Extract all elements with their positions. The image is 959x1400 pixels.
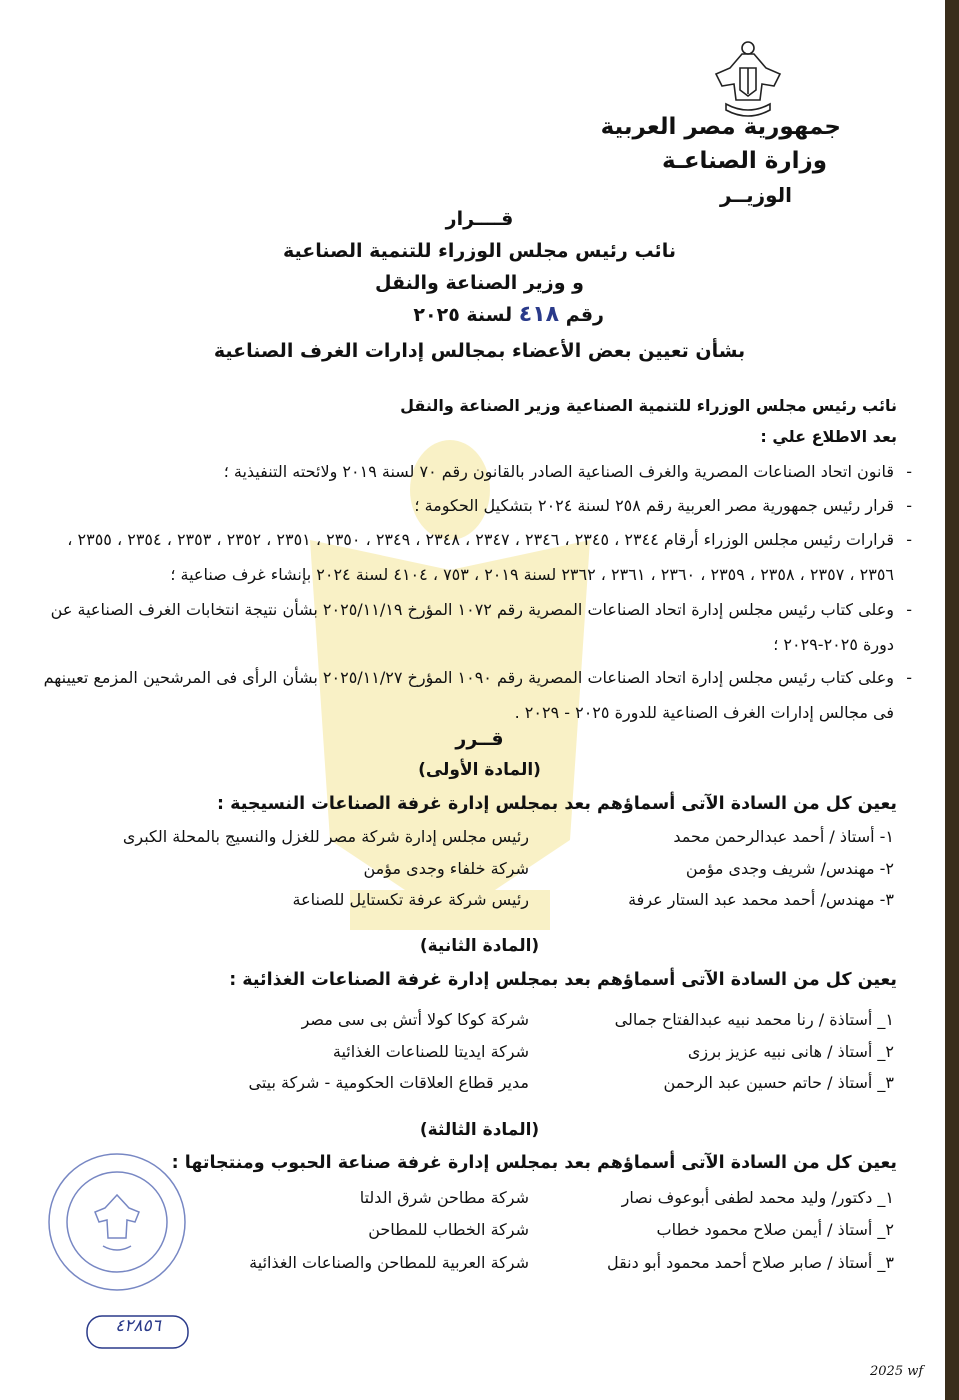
decree-number-label: رقم: [565, 304, 604, 326]
member-name: ٢_ أستاذ / أيمن صلاح محمود خطاب: [656, 1220, 894, 1239]
decided-label: قــرر: [455, 728, 504, 750]
decree-issuer-line1: نائب رئيس مجلس الوزراء للتنمية الصناعية: [283, 240, 676, 262]
member-affiliation: شركة ايديتا للصناعات الغذائية: [332, 1042, 529, 1061]
member-name: ٣- مهندس/ أحمد محمد عبد الستار عرفة: [628, 890, 894, 909]
member-name: ٣_ أستاذ / حاتم حسين عبد الرحمن: [663, 1073, 894, 1092]
article-heading: (المادة الأولى): [418, 760, 541, 780]
minister-label: الوزيــر: [719, 183, 792, 207]
article-heading: (المادة الثالثة): [419, 1120, 540, 1140]
preamble-after-review: بعد الاطلاع علي :: [760, 427, 897, 446]
preamble-item: - قرار رئيس جمهورية مصر العربية رقم ٢٥٨ لسنة ٢٠٢٤ بتشكيل الحكومة ؛: [414, 496, 912, 515]
member-affiliation: شركة الخطاب للمطاحن: [368, 1220, 529, 1239]
preamble-item: - قرارات رئيس مجلس الوزراء أرقام ٢٣٤٤ ، ٢٣٤٥ ، ٢٣٤٦ ، ٢٣٤٧ ، ٢٣٤٨ ، ٢٣٤٩ ، ٢٣٥٠ ، ٢٣٥١ ، ٢٣٥٢ ، ٢٣٥٣ ، ٢٣٥٤ ، ٢٣٥٥ ، ٢٣٥٦ ، ٢٣٥٧ ، ٢٣٥٨ ، ٢٣٥٩ ، ٢٣٦٠ ، ٢٣٦١ ، ٢٣٦٢ لسنة ٢٠١٩ ، ٧٥٣ ، ٤١٠٤ لسنة ٢٠٢٤ بإنشاء غرف صناعية ؛: [67, 530, 912, 584]
preamble-item: - وعلى كتاب رئيس مجلس إدارة اتحاد الصناعات المصرية رقم ١٠٧٢ المؤرخ ٢٠٢٥/١١/١٩ بشأن نتيجة انتخابات الغرف الصناعية عن دورة ٢٠٢٥-٢٠٢٩ ؛: [50, 600, 912, 654]
ministry-name: وزارة الصناعـة: [662, 148, 827, 174]
decree-title: قــــرار: [445, 208, 514, 230]
footer-code: 2025 wf: [870, 1364, 924, 1379]
member-name: ٣_ أستاذ / صابر صلاح أحمد محمود أبو دنقل: [606, 1253, 894, 1272]
country-name: جمهورية مصر العربية: [600, 114, 841, 140]
decree-subject: بشأن تعيين بعض الأعضاء بمجالس إدارات الغرف الصناعية: [213, 340, 746, 362]
member-affiliation: شركة العربية للمطاحن والصناعات الغذائية: [249, 1253, 529, 1272]
member-affiliation: رئيس شركة عرفة تكستايل للصناعة: [292, 890, 529, 909]
member-affiliation: شركة خلفاء وجدى مؤمن: [363, 859, 529, 878]
eagle-emblem-icon: [712, 38, 784, 120]
decree-number: ٤١٨: [518, 302, 560, 327]
member-name: ١_ أستاذة / رنا محمد نبيه عبدالفتاح جمالى: [614, 1010, 894, 1029]
article-intro: يعين كل من السادة الآتى أسماؤهم بعد بمجلس إدارة غرفة الصناعات الغذائية :: [229, 970, 897, 990]
article-intro: يعين كل من السادة الآتى أسماؤهم بعد بمجلس إدارة غرفة صناعة الحبوب ومنتجاتها :: [171, 1153, 897, 1173]
preamble-authority: نائب رئيس مجلس الوزراء للتنمية الصناعية وزير الصناعة والنقل: [400, 396, 897, 415]
serial-number: ٤٢٨٥٦: [115, 1316, 161, 1336]
article-intro: يعين كل من السادة الآتى أسماؤهم بعد بمجلس إدارة غرفة الصناعات النسيجية :: [217, 794, 897, 814]
member-name: ٢_ أستاذ / هانى نبيه عزيز برزى: [687, 1042, 894, 1061]
member-name: ١- أستاذ / أحمد عبدالرحمن محمد: [673, 827, 894, 846]
member-name: ٢- مهندس/ شريف وجدى مؤمن: [685, 859, 894, 878]
decree-issuer-line2: و وزير الصناعة والنقل: [375, 272, 584, 294]
preamble-item: - قانون اتحاد الصناعات المصرية والغرف الصناعية الصادر بالقانون رقم ٧٠ لسنة ٢٠١٩ ولائحته التنفيذية ؛: [223, 462, 912, 481]
decree-number-line: [413, 302, 604, 327]
member-affiliation: مدير قطاع العلاقات الحكومية - شركة بيتى: [248, 1073, 529, 1092]
member-affiliation: رئيس مجلس إدارة شركة مصر للغزل والنسيج بالمحلة الكبرى: [122, 827, 529, 846]
member-affiliation: شركة كوكا كولا أتش بى سى مصر: [301, 1010, 529, 1029]
decree-year: لسنة ٢٠٢٥: [413, 304, 513, 326]
preamble-item: - وعلى كتاب رئيس مجلس إدارة اتحاد الصناعات المصرية رقم ١٠٩٠ المؤرخ ٢٠٢٥/١١/٢٧ بشأن الرأى فى المرشحين المزمع تعيينهم فى مجالس إدارات الغرف الصناعية للدورة ٢٠٢٥ - ٢٠٢٩ .: [43, 668, 912, 722]
ministry-stamp-icon: [45, 1150, 190, 1295]
article-heading: (المادة الثانية): [419, 936, 540, 956]
member-affiliation: شركة مطاحن شرق الدلتا: [359, 1188, 529, 1207]
member-name: ١_ دكتور/ وليد محمد لطفى أبوعوف نصار: [621, 1188, 894, 1207]
